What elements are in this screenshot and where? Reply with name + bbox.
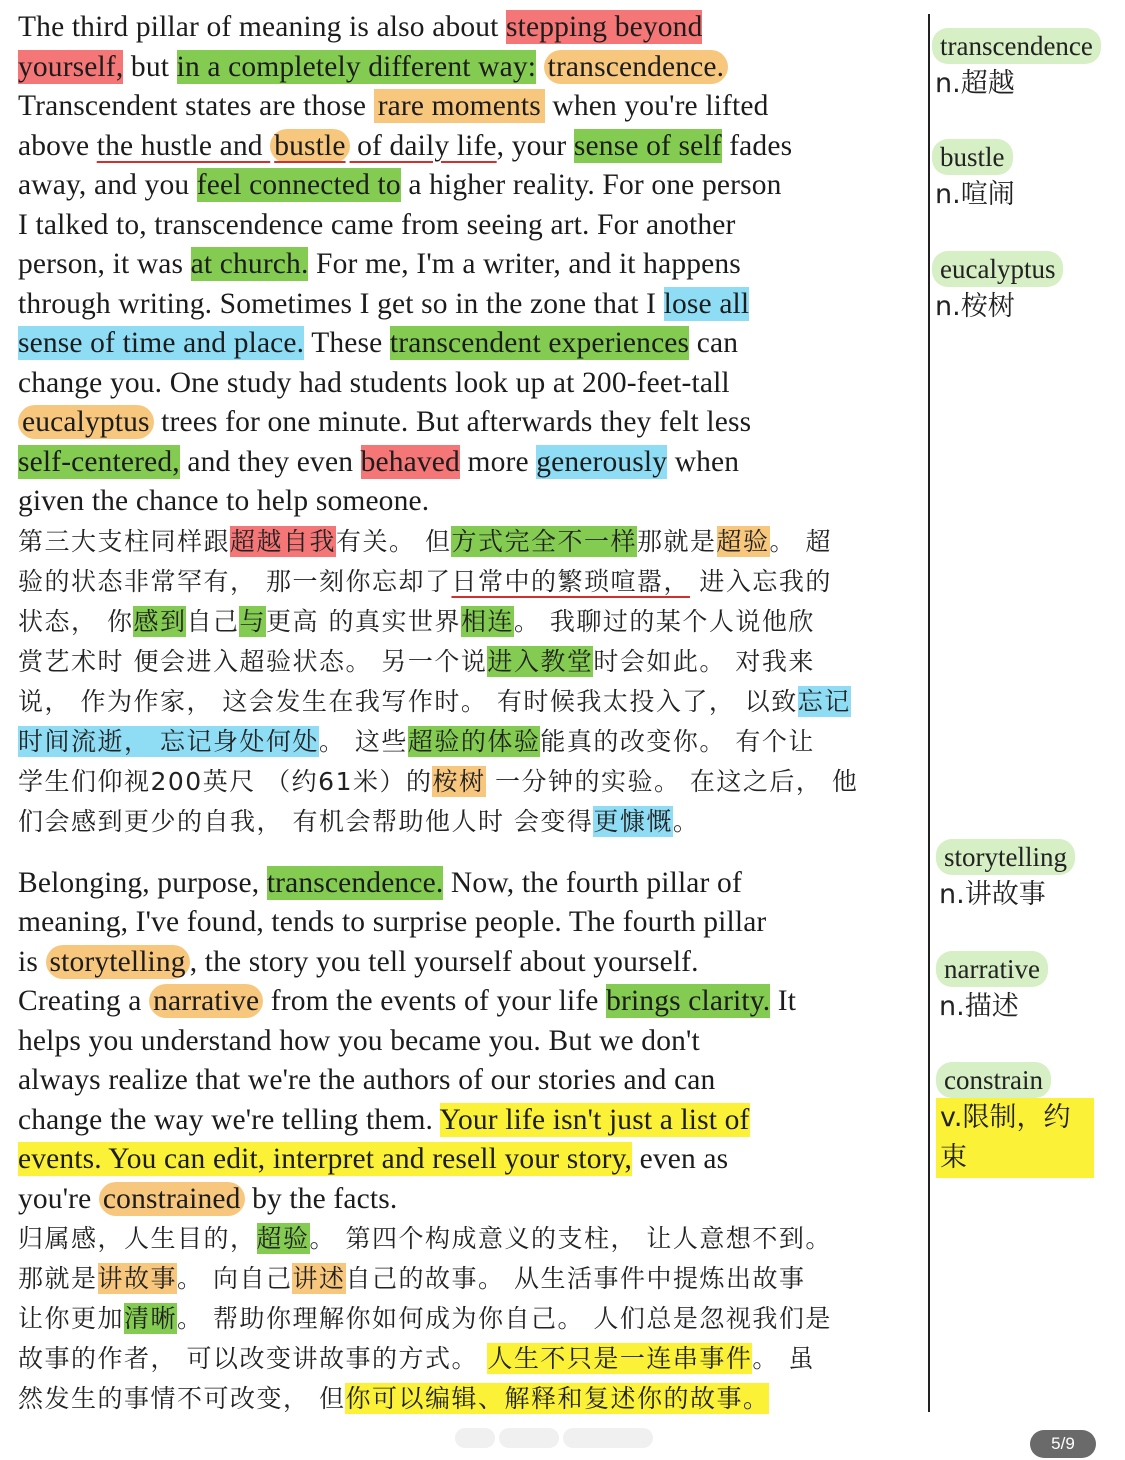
- highlight-green: feel connected to: [196, 169, 401, 201]
- text: 故事的作者， 可以改变讲故事的方式。: [18, 1344, 488, 1373]
- text: even as: [632, 1143, 729, 1175]
- highlight-blue: lose all: [663, 287, 750, 320]
- text: These: [304, 327, 390, 359]
- text: Transcendent states are those: [18, 90, 374, 122]
- underlined-text: 日常中的繁琐喧嚣，: [451, 566, 690, 596]
- text: 。 这些: [318, 726, 408, 756]
- highlight-blue: 更慷慨: [593, 806, 673, 836]
- highlight-yellow: 人生不只是一连串事件: [487, 1344, 753, 1373]
- text: 更高 的真实世界: [266, 606, 461, 636]
- text-line: [18, 1219, 910, 1259]
- vocab-word: eucalyptus: [932, 251, 1063, 287]
- text-line: [18, 482, 910, 522]
- text: 学生们仰视200英尺 （约61米）的: [18, 766, 433, 796]
- vocab-definition: n.超越: [935, 68, 1015, 99]
- text: 说， 作为作家， 这会发生在我写作时。 有时候我太投入了， 以致: [18, 686, 798, 716]
- text: 归属感，人生目的，: [18, 1224, 257, 1253]
- vocab-definition: n.描述: [939, 991, 1019, 1022]
- vocab-definition: n.喧闹: [935, 179, 1015, 210]
- highlight-orange: rare moments: [374, 89, 545, 123]
- text-line: [18, 522, 910, 562]
- text-line: [18, 1299, 910, 1339]
- text: The third pillar of meaning is also about: [18, 11, 507, 43]
- text-line: [18, 1379, 910, 1419]
- column-divider: [928, 14, 930, 1412]
- vocab-word: transcendence: [932, 28, 1101, 64]
- vocab-word: storytelling: [936, 839, 1075, 875]
- text-line: [18, 1061, 910, 1101]
- text: Belonging, purpose,: [18, 866, 267, 899]
- highlight-red: behaved: [360, 445, 460, 478]
- highlight-green: at church.: [190, 248, 309, 280]
- highlight-blue: 时间流逝， 忘记身处何处: [18, 726, 319, 756]
- text: For me, I'm a writer, and it happens: [308, 248, 741, 280]
- highlight-orange-vocab: eucalyptus: [18, 405, 154, 439]
- english-paragraph-1: [18, 8, 910, 522]
- highlight-green: 方式完全不一样: [451, 526, 637, 556]
- text: 那就是: [637, 526, 717, 556]
- text: away, and you: [18, 169, 197, 201]
- text: person, it was: [18, 248, 191, 280]
- text: 。 虽: [752, 1344, 815, 1373]
- text: 。: [672, 806, 700, 836]
- text: Creating a: [18, 985, 150, 1017]
- vocab-word: bustle: [932, 139, 1013, 175]
- text-line: [18, 602, 910, 642]
- highlight-yellow: Your life isn't just a list of: [439, 1103, 750, 1136]
- text-line: [18, 285, 910, 325]
- vocab-entry-constrain: [936, 1062, 1122, 1178]
- page-indicator: 5/9: [1030, 1430, 1096, 1458]
- highlight-green: 与: [239, 606, 266, 636]
- text: [536, 51, 544, 83]
- vocab-entry-narrative: [936, 951, 1122, 1027]
- text: 。 超: [769, 526, 832, 556]
- vocab-entry-storytelling: [936, 839, 1122, 915]
- highlight-red: 超越自我: [230, 526, 337, 556]
- highlight-yellow: 你可以编辑、解释和复述你的故事。: [345, 1384, 770, 1413]
- vocab-word: narrative: [936, 951, 1048, 987]
- text-line: [18, 324, 910, 364]
- text: 那就是: [18, 1264, 98, 1293]
- text: change you. One study had students look up at 200-feet-tall: [18, 366, 730, 399]
- text-line: [18, 87, 910, 127]
- highlight-orange: 超验: [716, 526, 770, 556]
- highlight-green: 感到: [133, 606, 187, 636]
- text: 赏艺术时 便会进入超验状态。 另一个说: [18, 646, 488, 676]
- text: you're: [18, 1182, 99, 1215]
- text-line: [18, 245, 910, 285]
- highlight-green: 超验: [256, 1224, 310, 1253]
- text: a higher reality. For one person: [400, 169, 782, 201]
- article-body: [18, 8, 910, 1419]
- highlight-orange-vocab: constrained: [99, 1182, 245, 1216]
- text-line: [18, 403, 910, 443]
- highlight-green: brings clarity.: [606, 985, 771, 1017]
- text: from the events of your life: [263, 985, 607, 1017]
- text-line: [18, 682, 910, 722]
- text-line: [18, 943, 910, 983]
- text-line: [18, 1140, 910, 1180]
- text: 然发生的事情不可改变， 但: [18, 1384, 346, 1413]
- text-line: [18, 1259, 910, 1299]
- text: fades: [721, 129, 793, 162]
- highlight-green: 进入教堂: [487, 646, 594, 676]
- highlight-green: self-centered,: [18, 445, 180, 478]
- text-line: [18, 166, 910, 206]
- text-line: [18, 1180, 910, 1220]
- vocab-entry-transcendence: [932, 28, 1118, 104]
- text-line: [18, 48, 910, 88]
- vocab-definition: v.限制，约束: [936, 1098, 1094, 1178]
- text: , your: [496, 129, 574, 162]
- text-line: [18, 1101, 910, 1141]
- text-line: [18, 864, 910, 904]
- text-line: [18, 982, 910, 1022]
- vocab-entry-eucalyptus: [932, 251, 1118, 327]
- text: by the facts.: [244, 1182, 398, 1215]
- vocab-definition: n.讲故事: [939, 879, 1046, 910]
- text: 状态， 你: [18, 606, 134, 636]
- text: 自己: [186, 606, 240, 636]
- text: 。 我聊过的某个人说他欣: [513, 606, 815, 636]
- highlight-red: yourself,: [18, 50, 124, 83]
- text-line: [18, 762, 910, 802]
- highlight-orange: 讲述: [292, 1264, 346, 1293]
- underlined-text: of daily life: [349, 129, 497, 162]
- highlight-orange-vocab: storytelling: [46, 945, 190, 979]
- text: 能真的改变你。 有个让: [540, 726, 815, 756]
- highlight-blue: sense of time and place.: [18, 327, 305, 359]
- highlight-orange-vocab: transcendence.: [544, 50, 729, 84]
- highlight-orange-vocab: narrative: [149, 984, 263, 1018]
- text-line: [18, 1339, 910, 1379]
- text: Now, the fourth pillar of: [443, 866, 742, 899]
- text: 进入忘我的: [689, 566, 832, 596]
- text: but: [123, 50, 177, 83]
- text: , the story you tell yourself about yourself.: [189, 945, 699, 978]
- text-line: [18, 1022, 910, 1062]
- vocab-word: constrain: [936, 1062, 1051, 1098]
- text: 们会感到更少的自我， 有机会帮助他人时 会变得: [18, 806, 594, 836]
- text: and they even: [179, 445, 361, 478]
- text: 有关。 但: [336, 526, 452, 556]
- text: 时会如此。 对我来: [593, 646, 815, 676]
- text: 自己的故事。 从生活事件中提炼出故事: [345, 1264, 806, 1293]
- highlight-yellow: events. You can edit, interpret and resell your story,: [18, 1143, 633, 1175]
- highlight-green: 清晰: [124, 1304, 178, 1333]
- paragraph-gap: [18, 842, 910, 864]
- highlight-orange: 讲故事: [97, 1264, 178, 1293]
- text-line: [18, 642, 910, 682]
- text: 让你更加: [18, 1304, 125, 1333]
- text-line: [18, 903, 910, 943]
- highlight-green: transcendent experiences: [389, 327, 690, 359]
- text: I talked to, transcendence came from seeing art. For another: [18, 208, 736, 241]
- text-line: [18, 562, 910, 602]
- text: 验的状态非常罕有， 那一刻你忘却了: [18, 566, 452, 596]
- text: more: [459, 445, 537, 478]
- highlight-blue: generously: [536, 445, 668, 478]
- highlight-green: in a completely different way:: [176, 50, 537, 83]
- text: helps you understand how you became you. But we don't: [18, 1024, 700, 1057]
- text: can: [689, 327, 739, 359]
- chinese-paragraph-1: [18, 522, 910, 842]
- text-line: [18, 802, 910, 842]
- vocab-entry-bustle: [932, 139, 1118, 215]
- text-line: [18, 127, 910, 167]
- text: is: [18, 945, 46, 978]
- highlight-green: 相连: [460, 606, 514, 636]
- text: 。 帮助你理解你如何成为你自己。 人们总是忽视我们是: [177, 1304, 832, 1333]
- text: through writing. Sometimes I get so in the zone that I: [18, 287, 664, 320]
- highlight-orange-vocab: bustle: [270, 129, 349, 163]
- highlight-red: stepping beyond: [506, 11, 703, 43]
- text: given the chance to help someone.: [18, 485, 430, 517]
- text-line: [18, 8, 910, 48]
- underlined-text: the hustle and: [96, 129, 271, 162]
- text: always realize that we're the authors of our stories and can: [18, 1064, 716, 1096]
- text: 第三大支柱同样跟: [18, 526, 231, 556]
- text: 。 第四个构成意义的支柱， 让人意想不到。: [309, 1224, 832, 1253]
- text: change the way we're telling them.: [18, 1103, 440, 1136]
- text: 一分钟的实验。 在这之后， 他: [485, 766, 859, 796]
- vocab-definition: n.桉树: [935, 291, 1015, 322]
- highlight-green: transcendence.: [266, 866, 444, 899]
- highlight-green: 超验的体验: [407, 726, 541, 756]
- text: when: [667, 445, 740, 478]
- text: It: [770, 985, 797, 1017]
- text: 。 向自己: [177, 1264, 293, 1293]
- highlight-blue: 忘记: [797, 686, 851, 716]
- text-line: [18, 722, 910, 762]
- watermark-placeholder: [455, 1428, 675, 1452]
- text-line: [18, 206, 910, 246]
- text: above: [18, 129, 97, 162]
- text: trees for one minute. But afterwards they felt less: [153, 406, 752, 438]
- text: meaning, I've found, tends to surprise people. The fourth pillar: [18, 906, 767, 938]
- text-line: [18, 443, 910, 483]
- highlight-green: sense of self: [573, 129, 722, 162]
- text-line: [18, 364, 910, 404]
- english-paragraph-2: [18, 864, 910, 1220]
- highlight-orange: 桉树: [432, 766, 486, 796]
- text: when you're lifted: [544, 90, 769, 122]
- chinese-paragraph-2: [18, 1219, 910, 1419]
